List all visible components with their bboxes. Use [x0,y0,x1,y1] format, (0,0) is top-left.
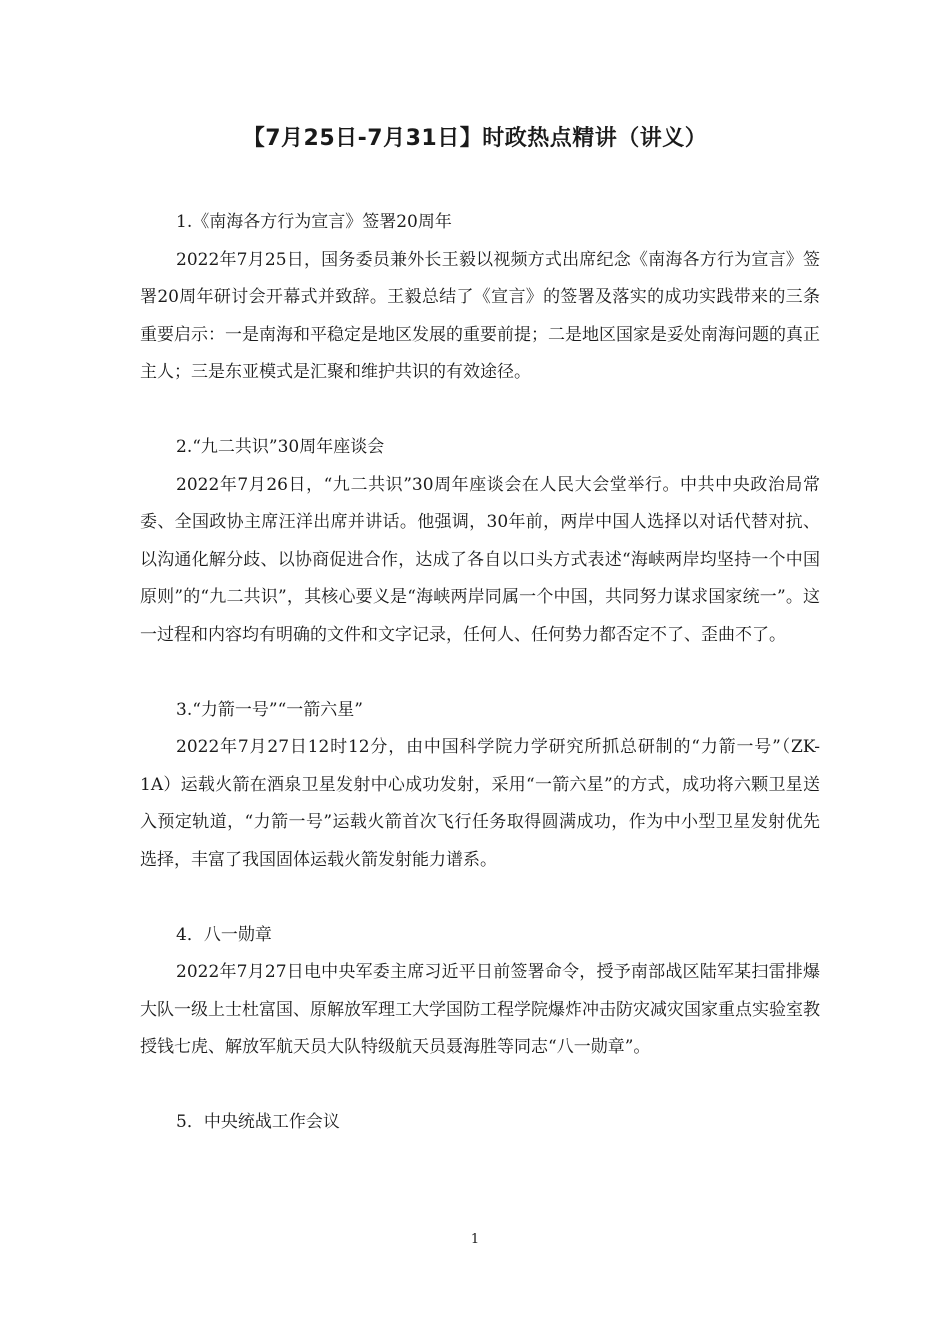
section-paragraph: 2022年7月25日，国务委员兼外长王毅以视频方式出席纪念《南海各方行为宣言》签署20周年研讨会开幕式并致辞。王毅总结了《宣言》的签署及落实的成功实践带来的三条重要启示：一是南海和平稳定是地区发展的重要前提；二是地区国家是妥处南海问题的真正主人；三是东亚模式是汇聚和维护共识的有效途径。 [140,249,820,382]
section-paragraph: 2022年7月27日电中央军委主席习近平日前签署命令，授予南部战区陆军某扫雷排爆大队一级上士杜富国、原解放军理工大学国防工程学院爆炸冲击防灾减灾国家重点实验室教授钱七虎、解放军航天员大队特级航天员聂海胜等同志“八一勋章”。 [140,962,820,1057]
section-heading: 2.“九二共识”30周年座谈会 [176,437,385,457]
section-heading: 1.《南海各方行为宣言》签署20周年 [176,212,452,232]
section-4 [140,917,820,1067]
section-paragraph: 2022年7月27日12时12分，由中国科学院力学研究所抓总研制的“力箭一号”（ZK-1A）运载火箭在酒泉卫星发射中心成功发射，采用“一箭六星”的方式，成功将六颗卫星送入预定轨道，“力箭一号”运载火箭首次飞行任务取得圆满成功，作为中小型卫星发射优先选择，丰富了我国固体运载火箭发射能力谱系。 [140,737,820,870]
section-1 [140,204,820,392]
section-2 [140,429,820,654]
document-body [140,204,820,1142]
document-title: 【7月25日-7月31日】时政热点精讲（讲义） [242,126,708,151]
section-heading: 3.“力箭一号”“一箭六星” [176,699,363,720]
section-heading: 4．八一勋章 [176,924,272,945]
section-paragraph: 2022年7月26日，“九二共识”30周年座谈会在人民大会堂举行。中共中央政治局常委、全国政协主席汪洋出席并讲话。他强调，30年前，两岸中国人选择以对话代替对抗、以沟通化解分歧、以协商促进合作，达成了各自以口头方式表述“海峡两岸均坚持一个中国原则”的“九二共识”，其核心要义是“海峡两岸同属一个中国，共同努力谋求国家统一”。这一过程和内容均有明确的文件和文字记录，任何人、任何势力都否定不了、歪曲不了。 [140,474,820,645]
section-5 [140,1104,820,1142]
page-number: 1 [470,1232,480,1247]
section-3 [140,692,820,880]
section-heading: 5．中央统战工作会议 [176,1112,340,1132]
